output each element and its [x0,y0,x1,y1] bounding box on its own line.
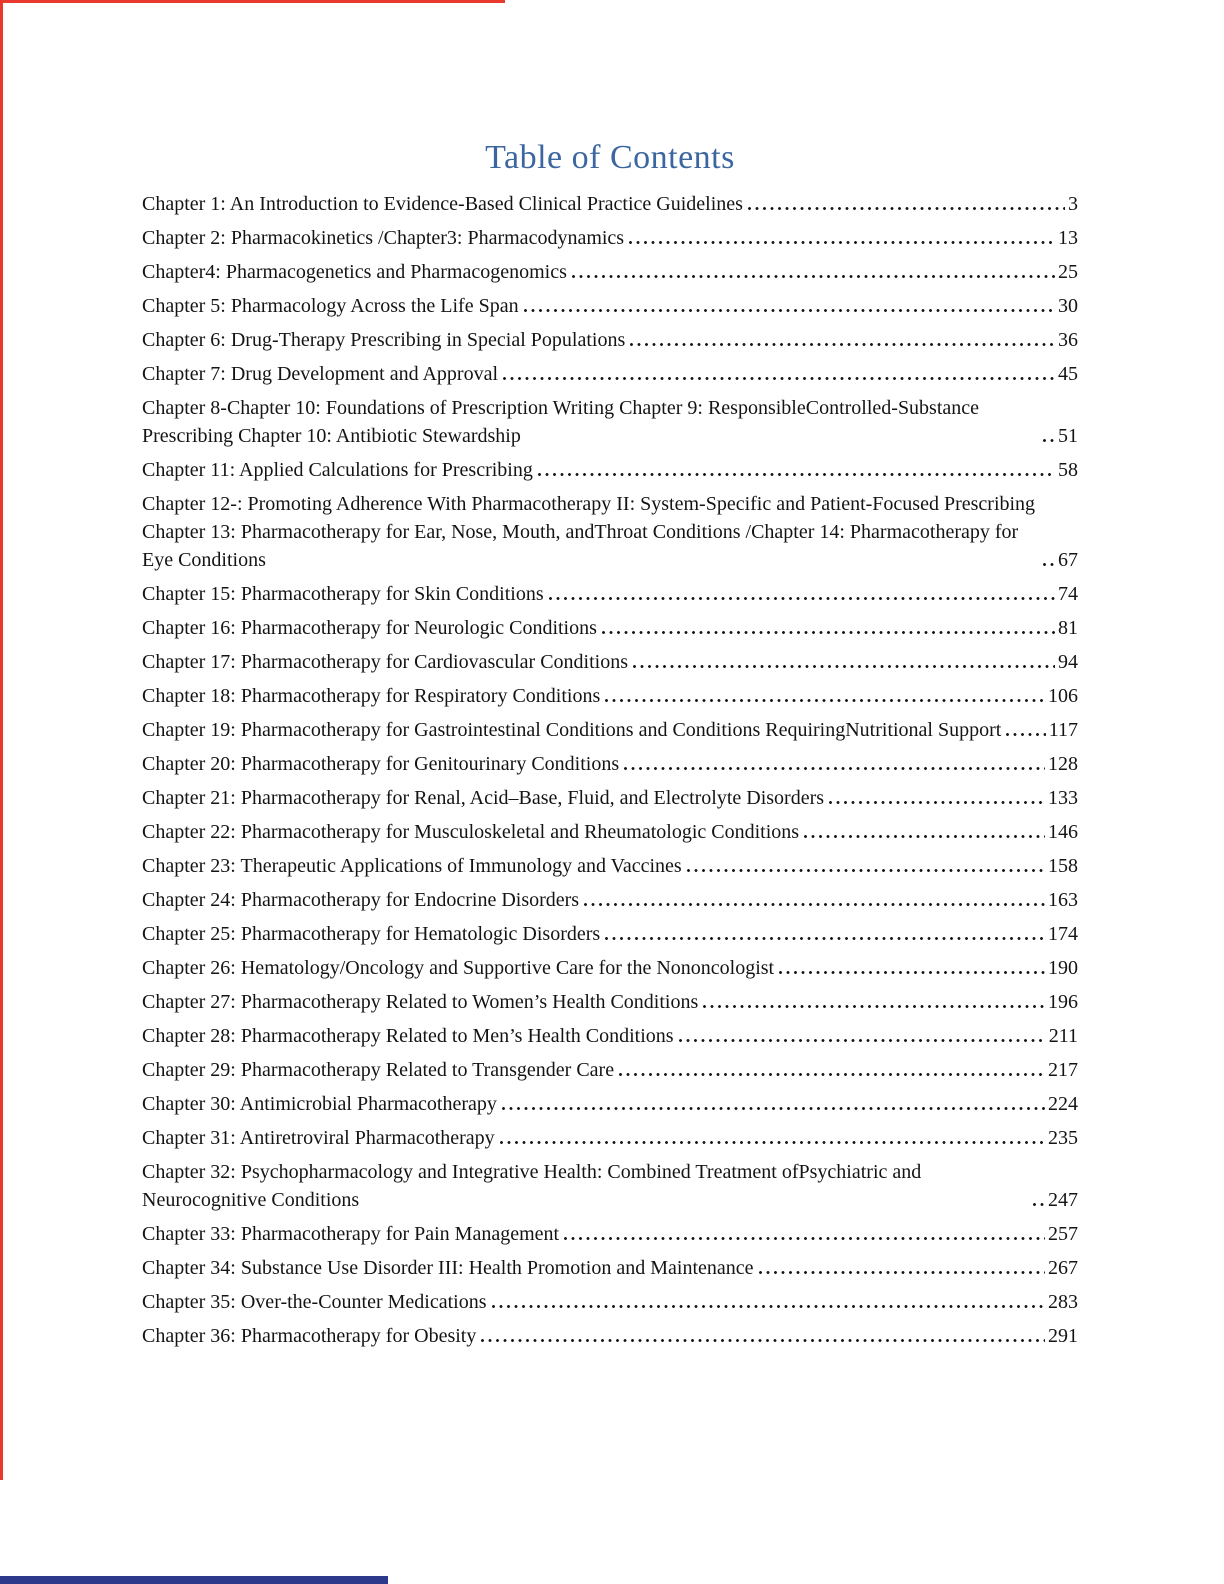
toc-entry-page-number: 30 [1058,295,1078,317]
dot-leader [605,937,1045,940]
toc-entry[interactable] [142,886,1078,914]
dot-leader [1043,439,1055,442]
toc-entry[interactable] [142,580,1078,608]
toc-entry[interactable] [142,360,1078,388]
dot-leader [748,207,1065,210]
toc-entry-label[interactable]: Chapter 15: Pharmacotherapy for Skin Conditions [142,583,544,605]
toc-entry-label[interactable]: Chapter 16: Pharmacotherapy for Neurologic Conditions [142,617,597,639]
dot-leader [630,343,1055,346]
toc-entry[interactable] [142,818,1078,846]
dot-leader [492,1305,1045,1308]
dot-leader [524,309,1055,312]
page-title: Table of Contents [485,139,735,176]
table-of-contents [142,138,1078,1356]
page-edge-mark-bottom [0,1576,388,1584]
toc-entry[interactable] [142,1254,1078,1282]
toc-entry-page-number: 291 [1048,1325,1078,1347]
toc-entry-page-number: 45 [1058,363,1078,385]
toc-entry-page-number: 67 [1058,549,1078,571]
toc-entry-page-number: 94 [1058,651,1078,673]
toc-entry[interactable] [142,784,1078,812]
toc-entry-page-number: 74 [1058,583,1078,605]
toc-entry[interactable] [142,490,1078,574]
dot-leader [503,377,1055,380]
toc-entry-page-number: 174 [1048,923,1078,945]
dot-leader [502,1107,1045,1110]
toc-entry-page-number: 235 [1048,1127,1078,1149]
toc-entry-label[interactable]: Chapter 32: Psychopharmacology and Integrative Health: Combined Treatment ofPsychiatric and Neurocognitive Conditions [142,1161,922,1211]
dot-leader [1033,1203,1045,1206]
dot-leader [629,241,1055,244]
toc-entry-page-number: 190 [1048,957,1078,979]
toc-entry[interactable] [142,258,1078,286]
dot-leader [572,275,1055,278]
toc-entry-page-number: 117 [1048,719,1078,741]
toc-entry-page-number: 128 [1048,753,1078,775]
toc-entry-page-number: 13 [1058,227,1078,249]
dot-leader [779,971,1045,974]
toc-entry-page-number: 3 [1068,193,1078,215]
toc-entry-label[interactable]: Chapter 30: Antimicrobial Pharmacotherapy [142,1093,497,1115]
toc-entry-label[interactable]: Chapter 2: Pharmacokinetics /Chapter3: Pharmacodynamics [142,227,625,249]
toc-entry-page-number: 58 [1058,459,1078,481]
toc-entry[interactable] [142,648,1078,676]
dot-leader [759,1271,1045,1274]
dot-leader [500,1141,1045,1144]
toc-entry-page-number: 133 [1048,787,1078,809]
toc-entry[interactable] [142,292,1078,320]
toc-entry[interactable] [142,954,1078,982]
toc-entry-page-number: 283 [1048,1291,1078,1313]
toc-entry-label[interactable]: Chapter 36: Pharmacotherapy for Obesity [142,1325,477,1347]
toc-entry-label[interactable]: Chapter 20: Pharmacotherapy for Genitourinary Conditions [142,753,620,775]
toc-entry-page-number: 224 [1048,1093,1078,1115]
toc-entry[interactable] [142,988,1078,1016]
toc-entry-list [142,190,1078,1350]
dot-leader [1043,563,1055,566]
toc-entry[interactable] [142,190,1078,218]
toc-entry-page-number: 163 [1048,889,1078,911]
toc-entry-label[interactable]: Chapter 8-Chapter 10: Foundations of Prescription Writing Chapter 9: ResponsibleControlled-Substance Prescribing Chapter 10: Antibiotic Stewardship [142,397,980,447]
toc-entry-label[interactable]: Chapter 1: An Introduction to Evidence-Based Clinical Practice Guidelines [142,193,743,215]
dot-leader [549,597,1055,600]
toc-entry-label[interactable]: Chapter 29: Pharmacotherapy Related to Transgender Care [142,1059,615,1081]
toc-entry-label[interactable]: Chapter 28: Pharmacotherapy Related to Men’s Health Conditions [142,1025,674,1047]
dot-leader [703,1005,1045,1008]
dot-leader [804,835,1045,838]
dot-leader [602,631,1055,634]
dot-leader [619,1073,1045,1076]
toc-entry[interactable] [142,224,1078,252]
toc-entry-label[interactable]: Chapter 31: Antiretroviral Pharmacotherapy [142,1127,495,1149]
toc-entry[interactable] [142,1322,1078,1350]
toc-entry-label[interactable]: Chapter 26: Hematology/Oncology and Supportive Care for the Nononcologist [142,957,775,979]
toc-entry-label[interactable]: Chapter 23: Therapeutic Applications of Immunology and Vaccines [142,855,682,877]
toc-entry-label[interactable]: Chapter 12-: Promoting Adherence With Pharmacotherapy II: System-Specific and Patient-Focused Prescribing Chapter 13: Pharmacotherapy for Ear, Nose, Mouth, andThroat Conditions /Chapter 14: Pharmacotherapy for Eye Conditions [142,493,1036,571]
toc-entry-label[interactable]: Chapter 19: Pharmacotherapy for Gastrointestinal Conditions and Conditions RequiringNutritional Support [142,719,1002,741]
toc-entry-page-number: 158 [1048,855,1078,877]
dot-leader [538,473,1055,476]
toc-entry-page-number: 81 [1058,617,1078,639]
toc-entry-page-number: 51 [1058,425,1078,447]
dot-leader [564,1237,1045,1240]
toc-entry[interactable] [142,682,1078,710]
toc-entry[interactable] [142,1022,1078,1050]
toc-entry-page-number: 36 [1058,329,1078,351]
toc-entry-page-number: 25 [1058,261,1078,283]
toc-entry-page-number: 267 [1048,1257,1078,1279]
toc-entry-label[interactable]: Chapter 27: Pharmacotherapy Related to Women’s Health Conditions [142,991,699,1013]
toc-entry-page-number: 211 [1048,1025,1078,1047]
page-edge-mark-top [0,0,505,3]
toc-entry[interactable] [142,456,1078,484]
toc-entry-page-number: 196 [1048,991,1078,1013]
toc-entry[interactable] [142,1158,1078,1214]
toc-entry-label[interactable]: Chapter 24: Pharmacotherapy for Endocrine Disorders [142,889,580,911]
toc-entry[interactable] [142,326,1078,354]
toc-entry-page-number: 247 [1048,1189,1078,1211]
dot-leader [829,801,1045,804]
toc-entry[interactable] [142,852,1078,880]
toc-entry[interactable] [142,750,1078,778]
toc-entry-label[interactable]: Chapter 6: Drug-Therapy Prescribing in Special Populations [142,329,626,351]
toc-entry-label[interactable]: Chapter 25: Pharmacotherapy for Hematologic Disorders [142,923,601,945]
toc-entry-label[interactable]: Chapter 22: Pharmacotherapy for Musculoskeletal and Rheumatologic Conditions [142,821,800,843]
toc-entry-label[interactable]: Chapter 17: Pharmacotherapy for Cardiovascular Conditions [142,651,628,673]
toc-entry[interactable] [142,1056,1078,1084]
toc-entry-label[interactable]: Chapter4: Pharmacogenetics and Pharmacogenomics [142,261,567,283]
dot-leader [584,903,1045,906]
toc-entry[interactable] [142,1090,1078,1118]
toc-entry-page-number: 217 [1048,1059,1078,1081]
toc-entry[interactable] [142,1288,1078,1316]
dot-leader [624,767,1045,770]
dot-leader [679,1039,1046,1042]
toc-entry[interactable] [142,394,1078,450]
toc-entry[interactable] [142,716,1078,744]
toc-entry-label[interactable]: Chapter 35: Over-the-Counter Medications [142,1291,487,1313]
toc-entry-page-number: 257 [1048,1223,1078,1245]
toc-entry-page-number: 106 [1048,685,1078,707]
toc-entry-label[interactable]: Chapter 5: Pharmacology Across the Life Span [142,295,519,317]
toc-entry-label[interactable]: Chapter 11: Applied Calculations for Prescribing [142,459,533,481]
toc-entry-label[interactable]: Chapter 34: Substance Use Disorder III: Health Promotion and Maintenance [142,1257,754,1279]
toc-entry-label[interactable]: Chapter 18: Pharmacotherapy for Respiratory Conditions [142,685,601,707]
dot-leader [481,1339,1045,1342]
toc-entry[interactable] [142,1124,1078,1152]
toc-entry[interactable] [142,1220,1078,1248]
dot-leader [605,699,1045,702]
dot-leader [633,665,1055,668]
toc-entry-label[interactable]: Chapter 21: Pharmacotherapy for Renal, Acid–Base, Fluid, and Electrolyte Disorders [142,787,825,809]
toc-entry-page-number: 146 [1048,821,1078,843]
dot-leader [687,869,1045,872]
toc-entry-label[interactable]: Chapter 7: Drug Development and Approval [142,363,499,385]
toc-entry[interactable] [142,920,1078,948]
toc-entry[interactable] [142,614,1078,642]
dot-leader [1006,733,1045,736]
page-edge-mark-left [0,0,3,1480]
toc-entry-label[interactable]: Chapter 33: Pharmacotherapy for Pain Management [142,1223,560,1245]
